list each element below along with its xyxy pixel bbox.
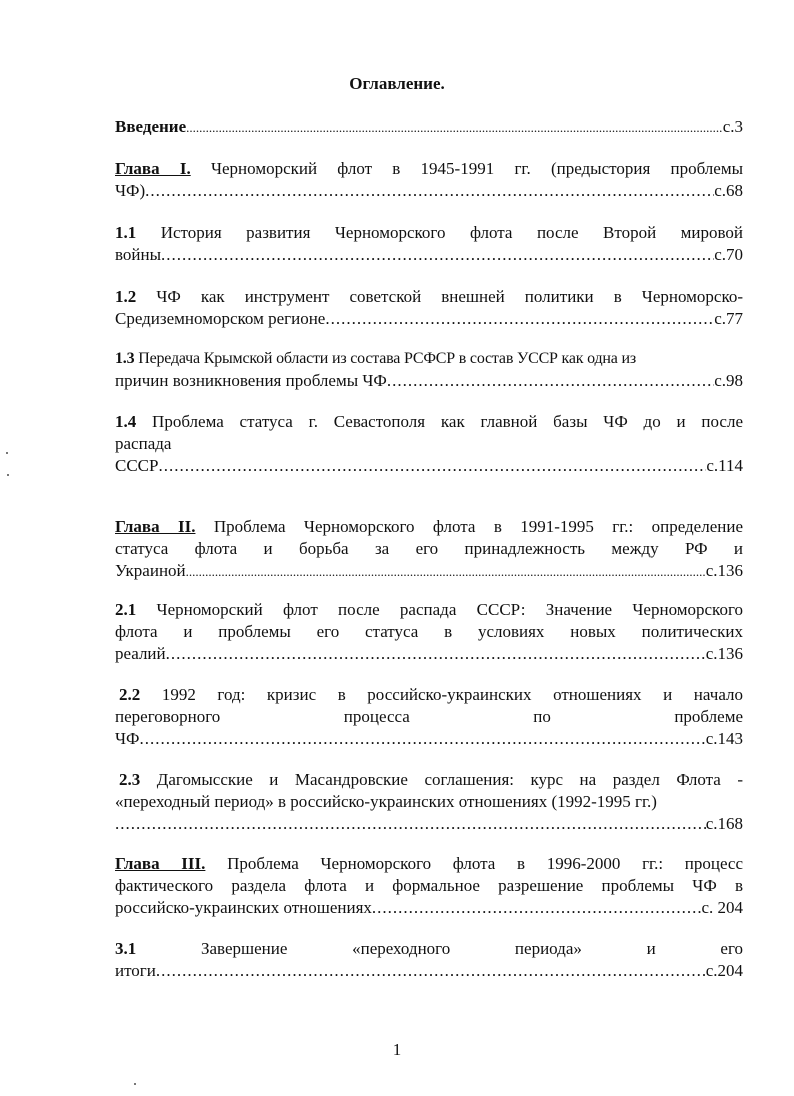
chapter-title: Проблема Черноморского флота в 1996-2000 гг.: процесс [227, 854, 744, 873]
section-number: 1.2 [115, 287, 137, 306]
chapter-title: Проблема Черноморского флота в 1991-1995 гг.: определение [213, 517, 743, 536]
toc-page-ref: с.136 [705, 644, 743, 663]
toc-entry-label: Введение [115, 117, 187, 136]
toc-entry-line [115, 222, 743, 244]
dot-leader [156, 960, 706, 982]
toc-page-ref: с.136 [705, 561, 743, 580]
section-title-cont: ЧФ [115, 729, 140, 748]
toc-page-ref: с.68 [714, 181, 743, 200]
section-number: 1.1 [115, 223, 137, 242]
dot-leader [372, 897, 702, 919]
section-number: 1.4 [115, 412, 137, 431]
section-number: 3.1 [115, 939, 137, 958]
section-number: 2.2 [119, 685, 141, 704]
dot-leader [166, 643, 706, 665]
toc-entry-section-3-1[interactable] [115, 938, 743, 982]
toc-entry-section-1-2[interactable] [115, 286, 743, 330]
chapter-title-cont: статуса флота и борьба за его принадлежность между РФ и [115, 539, 743, 558]
section-title-cont: причин возникновения проблемы ЧФ [115, 371, 387, 390]
section-title: Завершение «переходного периода» и его [200, 939, 743, 958]
page-number: 1 [392, 1040, 402, 1059]
section-title: Черноморский флот после распада СССР: Значение Черноморского [156, 600, 744, 619]
scan-speck [134, 1083, 136, 1085]
section-number: 1.3 [115, 350, 135, 367]
chapter-title: Черноморский флот в 1945-1991 гг. (предыстория проблемы [210, 159, 744, 178]
toc-page-ref: с.98 [714, 371, 743, 390]
toc-page-ref: с.77 [714, 309, 743, 328]
toc-entry-line [115, 411, 743, 433]
toc-page-ref: с.143 [705, 729, 743, 748]
section-title-cont: Средиземноморском регионе [115, 309, 326, 328]
section-title: ЧФ как инструмент советской внешней политики в Черноморско- [156, 287, 744, 306]
toc-entry-section-1-1[interactable] [115, 222, 743, 266]
toc-entry-line [115, 286, 743, 308]
chapter-label: Глава II. [115, 517, 196, 536]
dot-leader [161, 244, 714, 266]
toc-entry-line [115, 516, 743, 538]
dot-leader [387, 370, 714, 392]
toc-page-ref: с.168 [705, 814, 743, 833]
section-title-cont: СССР [115, 456, 159, 475]
dot-leader [186, 117, 723, 139]
section-title-cont: переговорного процесса по проблеме [115, 707, 743, 726]
toc-entry-line [115, 769, 743, 791]
toc-entry-introduction[interactable] [115, 116, 743, 139]
dot-leader [145, 180, 714, 202]
chapter-label: Глава III. [115, 854, 206, 873]
toc-entry-line [115, 599, 743, 621]
section-title-cont: войны [115, 245, 162, 264]
toc-entry-chapter-2[interactable] [115, 516, 743, 583]
section-title-cont: распада [115, 434, 172, 453]
toc-entry-line [115, 684, 743, 706]
toc-entry-section-1-4[interactable] [115, 411, 743, 477]
dot-leader [158, 455, 706, 477]
chapter-title-cont: фактического раздела флота и формальное разрешение проблемы ЧФ в [115, 876, 743, 895]
section-title: Дагомысские и Масандровские соглашения: курс на раздел Флота - [156, 770, 743, 789]
chapter-title-cont: ЧФ) [115, 181, 146, 200]
toc-entry-line [115, 158, 743, 180]
section-title: История развития Черноморского флота после Второй мировой [160, 223, 743, 242]
toc-entry-line [115, 853, 743, 875]
toc-entry-section-2-1[interactable] [115, 599, 743, 665]
section-title: Передача Крымской области из состава РСФСР в состав УССР как одна из [138, 350, 636, 367]
toc-entry-line [115, 938, 743, 960]
toc-page-ref: с.204 [705, 961, 743, 980]
dot-leader [139, 728, 705, 750]
section-title-cont: реалий [115, 644, 166, 663]
scan-speck [6, 452, 8, 454]
chapter-title-cont: Украиной [115, 561, 186, 580]
toc-entry-section-2-3[interactable] [115, 769, 743, 835]
dot-leader [115, 813, 706, 835]
toc-page-ref: с.70 [714, 245, 743, 264]
section-title: 1992 год: кризис в российско-украинских отношениях и начало [161, 685, 743, 704]
dot-leader [186, 561, 706, 583]
section-number: 2.1 [115, 600, 137, 619]
page-title: Оглавление. [349, 74, 445, 93]
section-number: 2.3 [119, 770, 141, 789]
toc-entry-line [115, 348, 743, 370]
toc-entry-section-2-2[interactable] [115, 684, 743, 750]
chapter-title-cont: российско-украинских отношениях [115, 898, 372, 917]
toc-entry-chapter-3[interactable] [115, 853, 743, 919]
section-title-cont: итоги [115, 961, 156, 980]
toc-entry-chapter-1[interactable] [115, 158, 743, 202]
toc-page-ref: с.114 [706, 456, 743, 475]
section-title-cont: «переходный период» в российско-украинских отношениях (1992-1995 гг.) [115, 792, 657, 811]
section-title: Проблема статуса г. Севастополя как главной базы ЧФ до и после [152, 412, 743, 431]
toc-page-ref: с. 204 [701, 898, 743, 917]
toc-entry-section-1-3[interactable] [115, 348, 743, 392]
chapter-label: Глава I. [115, 159, 191, 178]
section-title-cont: флота и проблемы его статуса в условиях новых политических [115, 622, 743, 641]
scan-speck [7, 474, 9, 476]
dot-leader [325, 308, 714, 330]
toc-page-ref: с.3 [722, 117, 743, 136]
